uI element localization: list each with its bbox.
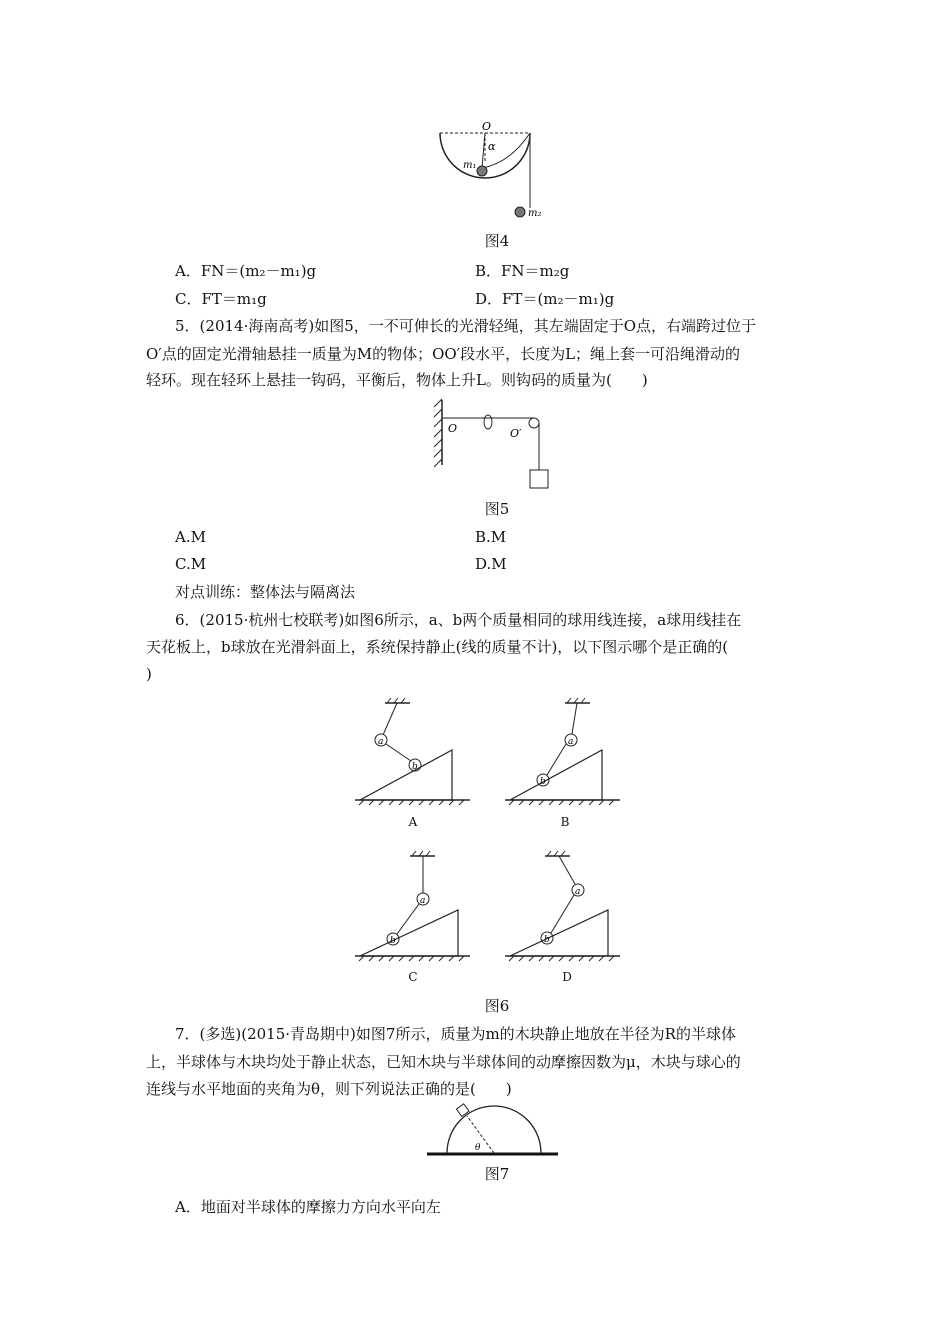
- q5-option-a[interactable]: A.M: [175, 528, 206, 546]
- q7-option-a[interactable]: A．地面对半球体的摩擦力方向水平向左: [175, 1198, 441, 1216]
- fig6d-ball-a-label: a: [575, 887, 581, 897]
- figure-5: [430, 395, 560, 495]
- fig6c-ball-b-label: b: [390, 936, 396, 946]
- figure-6-panel-a: [355, 695, 475, 810]
- fig6-sub-label-b: B: [560, 815, 570, 829]
- q5-line-1: 5．(2014·海南高考)如图5，一不可伸长的光滑轻绳，其左端固定于O点，右端跨过位于: [175, 317, 757, 335]
- q4-option-d[interactable]: D．FT＝(m₂－m₁)g: [475, 290, 615, 308]
- fig5-label-o-prime: O′: [510, 427, 522, 440]
- fig6a-ball-a-label: a: [378, 737, 384, 747]
- fig7-caption: 图7: [484, 1165, 510, 1183]
- figure-7: [425, 1100, 560, 1160]
- fig6c-ball-a-label: a: [420, 896, 426, 906]
- section-heading: 对点训练：整体法与隔离法: [175, 583, 356, 601]
- figure-6-panel-c: [355, 848, 475, 966]
- q4-option-c[interactable]: C．FT＝m₁g: [175, 290, 267, 308]
- q6-line-3: ): [146, 665, 152, 683]
- q5-option-d[interactable]: D.M: [475, 555, 507, 573]
- fig6-sub-label-d: D: [562, 970, 572, 984]
- q5-option-c[interactable]: C.M: [175, 555, 207, 573]
- q7-line-3: 连线与水平地面的夹角为θ，则下列说法正确的是( ): [146, 1080, 512, 1098]
- fig4-label-m2: m₂: [528, 208, 542, 219]
- fig4-label-o: O: [482, 120, 492, 133]
- figure-6-panel-d: [505, 848, 625, 966]
- figure-4: [430, 118, 560, 223]
- fig7-label-theta: θ: [475, 1143, 481, 1153]
- q4-option-a[interactable]: A．FN＝(m₂－m₁)g: [175, 262, 317, 280]
- fig5-label-o: O: [448, 422, 458, 435]
- fig4-caption: 图4: [484, 232, 510, 250]
- q7-line-2: 上，半球体与木块均处于静止状态，已知木块与半球体间的动摩擦因数为μ，木块与球心的: [146, 1053, 741, 1071]
- q4-option-b[interactable]: B．FN＝m₂g: [475, 262, 570, 280]
- fig4-label-m1: m₁: [463, 160, 477, 171]
- fig6a-ball-b-label: b: [412, 762, 418, 772]
- q5-line-3: 轻环。现在轻环上悬挂一钩码，平衡后，物体上升L。则钩码的质量为( ): [146, 371, 648, 389]
- fig6d-ball-b-label: b: [544, 935, 550, 945]
- q5-line-2: O′点的固定光滑轴悬挂一质量为M的物体；OO′段水平，长度为L；绳上套一可沿绳滑动的: [146, 345, 741, 363]
- q7-line-1: 7．(多选)(2015·青岛期中)如图7所示，质量为m的木块静止地放在半径为R的半球体: [175, 1025, 736, 1043]
- fig6b-ball-a-label: a: [568, 737, 574, 747]
- figure-6-panel-b: [505, 695, 625, 810]
- fig6-sub-label-a: A: [408, 815, 418, 829]
- fig5-caption: 图5: [484, 500, 510, 518]
- fig6-sub-label-c: C: [408, 970, 418, 984]
- q6-line-2: 天花板上，b球放在光滑斜面上，系统保持静止(线的质量不计)，以下图示哪个是正确的(: [146, 638, 729, 656]
- fig6b-ball-b-label: b: [540, 777, 546, 787]
- q6-line-1: 6．(2015·杭州七校联考)如图6所示，a、b两个质量相同的球用线连接，a球用线挂在: [175, 611, 742, 629]
- fig4-label-alpha: α: [488, 140, 496, 153]
- q5-option-b[interactable]: B.M: [475, 528, 507, 546]
- fig6-caption: 图6: [484, 997, 510, 1015]
